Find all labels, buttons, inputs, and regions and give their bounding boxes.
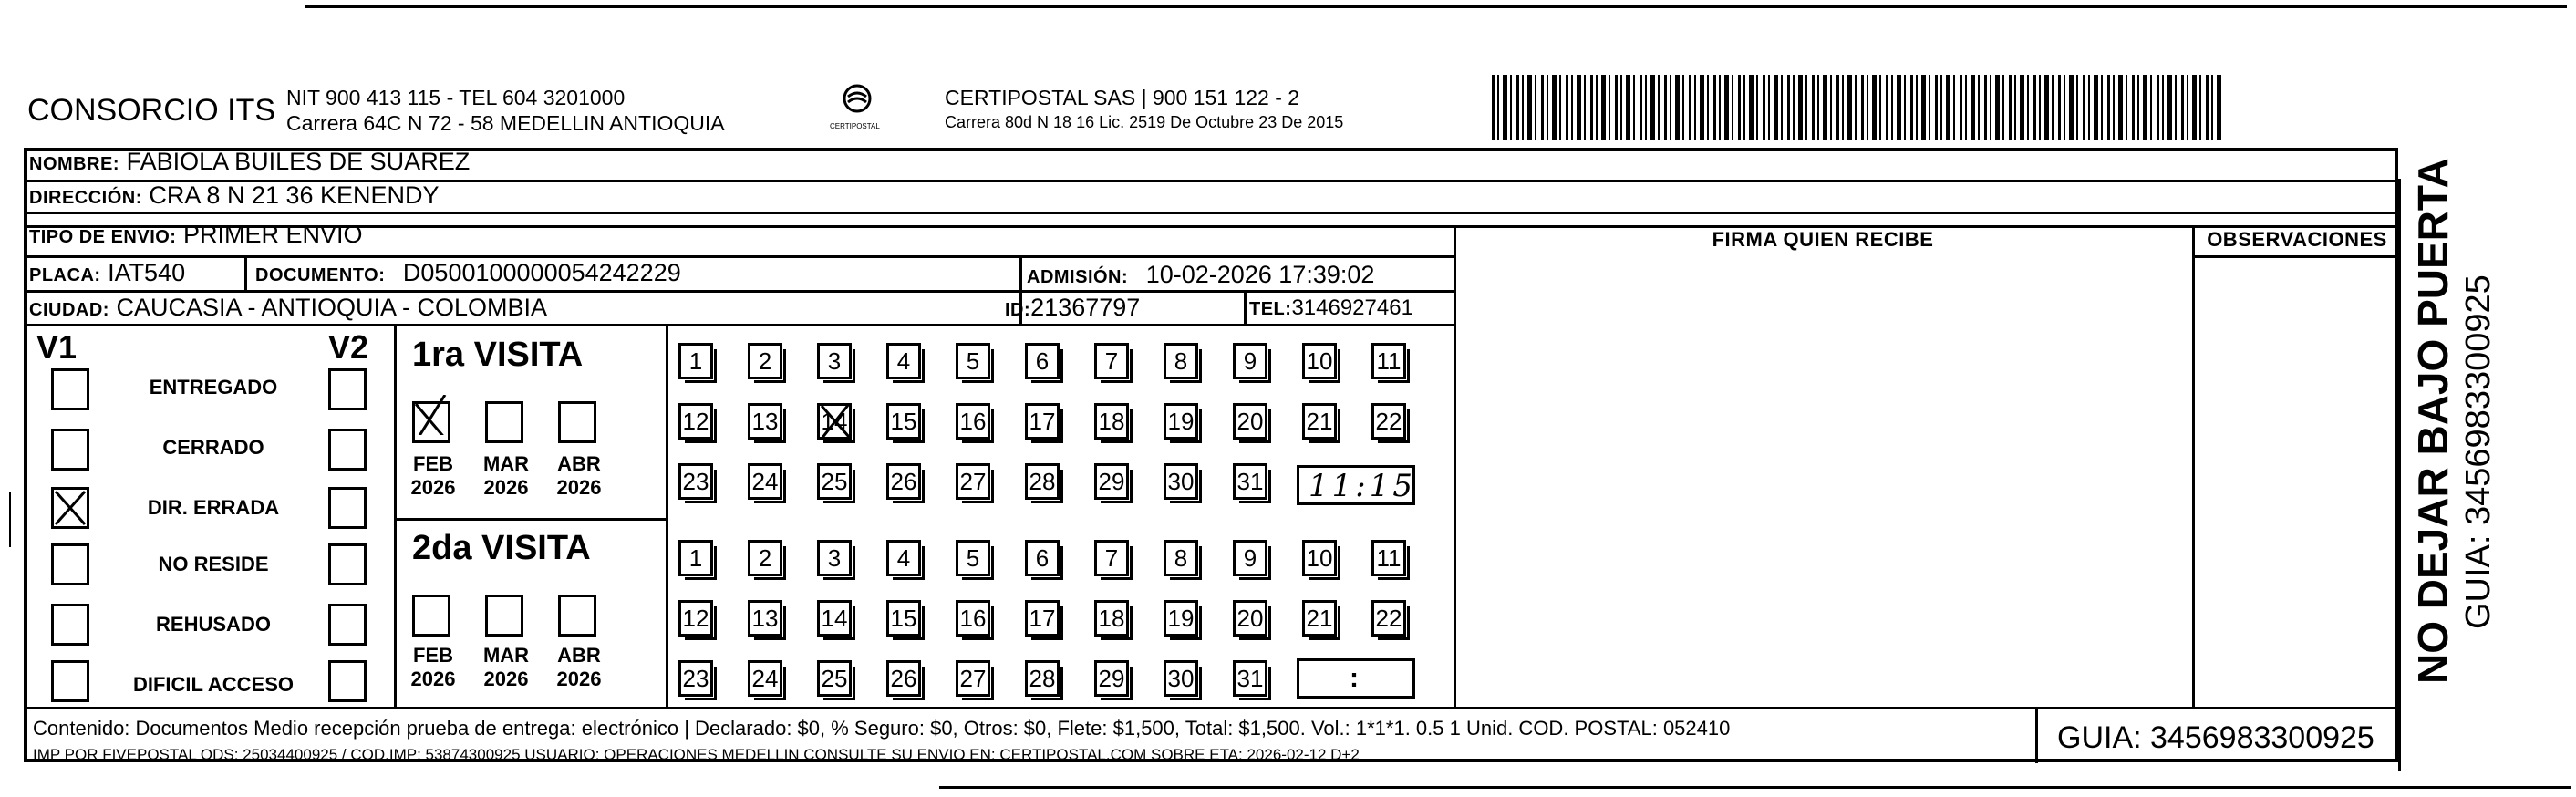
visit2-time-box[interactable] bbox=[1297, 658, 1415, 699]
admision-value: 10-02-2026 17:39:02 bbox=[1145, 261, 1375, 288]
tel-row bbox=[1249, 295, 1413, 321]
visit2-day-15[interactable]: 15 bbox=[886, 600, 921, 637]
visit2-day-12[interactable]: 12 bbox=[678, 600, 713, 637]
visit1-day-5[interactable]: 5 bbox=[956, 343, 990, 379]
firma-header: FIRMA QUIEN RECIBE bbox=[1712, 228, 1934, 251]
visit1-day-17[interactable]: 17 bbox=[1025, 403, 1060, 440]
visit1-day-31[interactable]: 31 bbox=[1233, 463, 1267, 500]
visit1-day-4[interactable]: 4 bbox=[886, 343, 921, 379]
visit1-day-9[interactable]: 9 bbox=[1233, 343, 1267, 379]
visit2-day-9[interactable]: 9 bbox=[1233, 540, 1267, 576]
documento-value: D0500100000054242229 bbox=[402, 259, 681, 286]
ciudad-label: CIUDAD: bbox=[29, 300, 109, 320]
status-label-cerrado: CERRADO bbox=[162, 436, 264, 459]
nit-line: NIT 900 413 115 - TEL 604 3201000 bbox=[286, 86, 626, 109]
id-value: 21367797 bbox=[1030, 294, 1141, 321]
placa-row bbox=[29, 259, 185, 287]
row-line bbox=[24, 255, 1454, 258]
visit1-day-29[interactable]: 29 bbox=[1094, 463, 1129, 500]
side-guia: GUIA: 3456983300925 bbox=[2459, 274, 2498, 629]
month-year: 2026 bbox=[556, 668, 602, 690]
tipo-value: PRIMER ENVIO bbox=[182, 221, 363, 248]
visit2-day-6[interactable]: 6 bbox=[1025, 540, 1060, 576]
left-edge-mark bbox=[9, 492, 11, 547]
frame-right-shadow bbox=[2398, 179, 2401, 771]
visit2-day-4[interactable]: 4 bbox=[886, 540, 921, 576]
tipo-label: TIPO DE ENVIO: bbox=[29, 227, 177, 247]
status-label-dir-errada: DIR. ERRADA bbox=[147, 496, 280, 519]
month-name: ABR bbox=[557, 452, 601, 475]
month-name: FEB bbox=[413, 452, 453, 475]
visit1-month-feb-label bbox=[401, 452, 465, 500]
visit2-day-29[interactable]: 29 bbox=[1094, 660, 1129, 697]
visit2-day-27[interactable]: 27 bbox=[956, 660, 990, 697]
col-line bbox=[244, 258, 247, 291]
visit2-day-14[interactable]: 14 bbox=[817, 600, 852, 637]
certipostal-logo-icon bbox=[839, 84, 875, 117]
check-mark-icon bbox=[414, 395, 450, 435]
visit1-month-mar[interactable] bbox=[485, 401, 523, 443]
admision-row bbox=[1027, 261, 1374, 289]
visit2-month-mar[interactable] bbox=[485, 595, 523, 637]
visit2-day-17[interactable]: 17 bbox=[1025, 600, 1060, 637]
col-line bbox=[1454, 225, 1456, 709]
v2-checkbox-cerrado[interactable] bbox=[328, 429, 367, 471]
visit1-day-19[interactable]: 19 bbox=[1164, 403, 1198, 440]
visit1-title: 1ra VISITA bbox=[412, 336, 584, 374]
visit1-day-2[interactable]: 2 bbox=[748, 343, 782, 379]
visit1-month-abr[interactable] bbox=[558, 401, 596, 443]
row-line bbox=[24, 290, 1454, 293]
v2-label: V2 bbox=[328, 328, 369, 366]
col-line bbox=[2192, 225, 2195, 709]
nombre-label: NOMBRE: bbox=[29, 154, 120, 174]
v2-checkbox-dir-errada[interactable] bbox=[328, 487, 367, 529]
visit2-day-11[interactable]: 11 bbox=[1371, 540, 1406, 576]
visit2-day-16[interactable]: 16 bbox=[956, 600, 990, 637]
status-label-dificil-acceso: DIFICIL ACCESO bbox=[132, 673, 294, 696]
visit1-day-14[interactable]: 14 bbox=[817, 403, 852, 440]
visit2-day-2[interactable]: 2 bbox=[748, 540, 782, 576]
top-edge-line bbox=[305, 5, 2567, 8]
visit2-day-7[interactable]: 7 bbox=[1094, 540, 1129, 576]
tel-label: TEL: bbox=[1249, 299, 1292, 319]
visit2-day-13[interactable]: 13 bbox=[748, 600, 782, 637]
visit2-day-8[interactable]: 8 bbox=[1164, 540, 1198, 576]
ciudad-row bbox=[29, 294, 547, 322]
visit1-day-22[interactable]: 22 bbox=[1371, 403, 1406, 440]
placa-value: IAT540 bbox=[108, 259, 186, 286]
month-name: MAR bbox=[482, 644, 530, 667]
month-year: 2026 bbox=[483, 476, 529, 499]
visit1-time-value: 11:15 bbox=[1309, 468, 1416, 504]
visit2-month-abr-label bbox=[547, 644, 611, 691]
v2-checkbox-no-reside[interactable] bbox=[328, 543, 367, 585]
visit2-day-18[interactable]: 18 bbox=[1094, 600, 1129, 637]
visit2-day-1[interactable]: 1 bbox=[678, 540, 713, 576]
direccion-label: DIRECCIÓN: bbox=[29, 188, 142, 208]
logo-text: CERTIPOSTAL bbox=[830, 122, 880, 130]
visit2-day-19[interactable]: 19 bbox=[1164, 600, 1198, 637]
month-year: 2026 bbox=[483, 668, 529, 690]
visit1-day-1[interactable]: 1 bbox=[678, 343, 713, 379]
col-line bbox=[666, 324, 668, 707]
visit2-month-mar-label bbox=[474, 644, 538, 691]
visit1-day-25[interactable]: 25 bbox=[817, 463, 852, 500]
visit2-day-24[interactable]: 24 bbox=[748, 660, 782, 697]
barcode bbox=[1492, 75, 2221, 140]
visit1-day-26[interactable]: 26 bbox=[886, 463, 921, 500]
visit1-day-30[interactable]: 30 bbox=[1164, 463, 1198, 500]
visit1-day-21[interactable]: 21 bbox=[1302, 403, 1337, 440]
visit1-day-28[interactable]: 28 bbox=[1025, 463, 1060, 500]
visit1-day-7[interactable]: 7 bbox=[1094, 343, 1129, 379]
visit1-day-3[interactable]: 3 bbox=[817, 343, 852, 379]
nombre-row bbox=[29, 148, 470, 176]
visit1-day-27[interactable]: 27 bbox=[956, 463, 990, 500]
visit2-month-feb[interactable] bbox=[412, 595, 450, 637]
address-line: Carrera 64C N 72 - 58 MEDELLIN ANTIOQUIA bbox=[286, 111, 725, 135]
ciudad-value: CAUCASIA - ANTIOQUIA - COLOMBIA bbox=[116, 294, 548, 321]
visit1-month-abr-label bbox=[547, 452, 611, 500]
visit2-month-feb-label bbox=[401, 644, 465, 691]
visit2-day-28[interactable]: 28 bbox=[1025, 660, 1060, 697]
company-name: CONSORCIO ITS bbox=[27, 93, 276, 128]
row-line bbox=[2192, 255, 2398, 258]
visit2-day-5[interactable]: 5 bbox=[956, 540, 990, 576]
visit1-day-24[interactable]: 24 bbox=[748, 463, 782, 500]
col-line bbox=[394, 324, 397, 707]
visit1-day-12[interactable]: 12 bbox=[678, 403, 713, 440]
visit1-day-13[interactable]: 13 bbox=[748, 403, 782, 440]
side-vertical-text bbox=[2407, 158, 2535, 684]
direccion-row bbox=[29, 181, 440, 210]
placa-label: PLACA: bbox=[29, 265, 101, 285]
month-name: FEB bbox=[413, 644, 453, 667]
nombre-value: FABIOLA BUILES DE SUAREZ bbox=[126, 148, 471, 175]
v2-checkbox-dificil-acceso[interactable] bbox=[328, 660, 367, 702]
month-year: 2026 bbox=[410, 476, 456, 499]
status-label-no-reside: NO RESIDE bbox=[158, 553, 269, 575]
visit2-day-30[interactable]: 30 bbox=[1164, 660, 1198, 697]
row-line bbox=[394, 518, 667, 521]
visit1-day-10[interactable]: 10 bbox=[1302, 343, 1337, 379]
visit1-day-18[interactable]: 18 bbox=[1094, 403, 1129, 440]
visit2-day-21[interactable]: 21 bbox=[1302, 600, 1337, 637]
month-year: 2026 bbox=[410, 668, 456, 690]
v2-checkbox-entregado[interactable] bbox=[328, 368, 367, 410]
month-name: ABR bbox=[557, 644, 601, 667]
visit2-day-23[interactable]: 23 bbox=[678, 660, 713, 697]
visit1-day-6[interactable]: 6 bbox=[1025, 343, 1060, 379]
visit2-title: 2da VISITA bbox=[412, 529, 591, 567]
tel-value: 3146927461 bbox=[1291, 295, 1413, 320]
row-line bbox=[24, 707, 2398, 709]
observaciones-header: OBSERVACIONES bbox=[2207, 228, 2387, 251]
visit1-month-mar-label bbox=[474, 452, 538, 500]
visit1-day-15[interactable]: 15 bbox=[886, 403, 921, 440]
month-year: 2026 bbox=[556, 476, 602, 499]
col-line bbox=[2035, 709, 2038, 763]
visit2-day-25[interactable]: 25 bbox=[817, 660, 852, 697]
visit1-time-box[interactable] bbox=[1297, 465, 1415, 505]
visit2-day-26[interactable]: 26 bbox=[886, 660, 921, 697]
tipo-row bbox=[29, 221, 363, 249]
check-mark-icon bbox=[818, 402, 854, 440]
visit1-day-23[interactable]: 23 bbox=[678, 463, 713, 500]
row-line bbox=[24, 212, 2398, 214]
bottom-edge-line bbox=[939, 786, 2571, 789]
visit2-day-10[interactable]: 10 bbox=[1302, 540, 1337, 576]
visit1-day-8[interactable]: 8 bbox=[1164, 343, 1198, 379]
row-line bbox=[24, 324, 1454, 326]
id-label: ID: bbox=[1005, 300, 1031, 320]
visit2-month-abr[interactable] bbox=[558, 595, 596, 637]
visit2-day-3[interactable]: 3 bbox=[817, 540, 852, 576]
v1-label: V1 bbox=[36, 328, 78, 366]
visit2-day-31[interactable]: 31 bbox=[1233, 660, 1267, 697]
documento-row bbox=[255, 259, 681, 287]
status-label-rehusado: REHUSADO bbox=[156, 613, 271, 636]
footer-contenido: Contenido: Documentos Medio recepción prueba de entrega: electrónico | Declarado: $0, % Seguro: $0, Otros: $0, Flete: $1,500, Total: $1,500. Vol.: 1*1*1. 0.5 1 Unid. COD. POSTAL: 052410 bbox=[33, 717, 1731, 740]
visit2-time-value: : bbox=[1350, 663, 1359, 693]
col-line bbox=[1244, 292, 1247, 325]
id-row bbox=[1005, 294, 1140, 322]
visit2-day-20[interactable]: 20 bbox=[1233, 600, 1267, 637]
footer-guia: GUIA: 3456983300925 bbox=[2057, 720, 2374, 755]
no-dejar-bajo-puerta: NO DEJAR BAJO PUERTA bbox=[2409, 158, 2457, 684]
month-name: MAR bbox=[482, 452, 530, 475]
v2-checkbox-rehusado[interactable] bbox=[328, 604, 367, 646]
visit1-month-feb[interactable] bbox=[412, 401, 450, 443]
status-label-entregado: ENTREGADO bbox=[149, 376, 278, 398]
visit1-day-16[interactable]: 16 bbox=[956, 403, 990, 440]
visit1-day-11[interactable]: 11 bbox=[1371, 343, 1406, 379]
license-line: Carrera 80d N 18 16 Lic. 2519 De Octubre 23 De 2015 bbox=[945, 113, 1344, 131]
admision-label: ADMISIÓN: bbox=[1027, 267, 1129, 287]
footer-imp-line: IMP POR FIVEPOSTAL ODS: 25034400925 / COD.IMP: 53874300925 USUARIO: OPERACIONES MEDELLIN CONSULTE SU ENVIO EN: CERTIPOSTAL.COM SOBRE ETA: 2026-02-12 D+2 bbox=[33, 746, 1360, 763]
direccion-value: CRA 8 N 21 36 KENENDY bbox=[149, 181, 440, 209]
visit2-day-22[interactable]: 22 bbox=[1371, 600, 1406, 637]
visit1-day-20[interactable]: 20 bbox=[1233, 403, 1267, 440]
documento-label: DOCUMENTO: bbox=[255, 265, 386, 285]
certipostal-line: CERTIPOSTAL SAS | 900 151 122 - 2 bbox=[945, 86, 1300, 109]
